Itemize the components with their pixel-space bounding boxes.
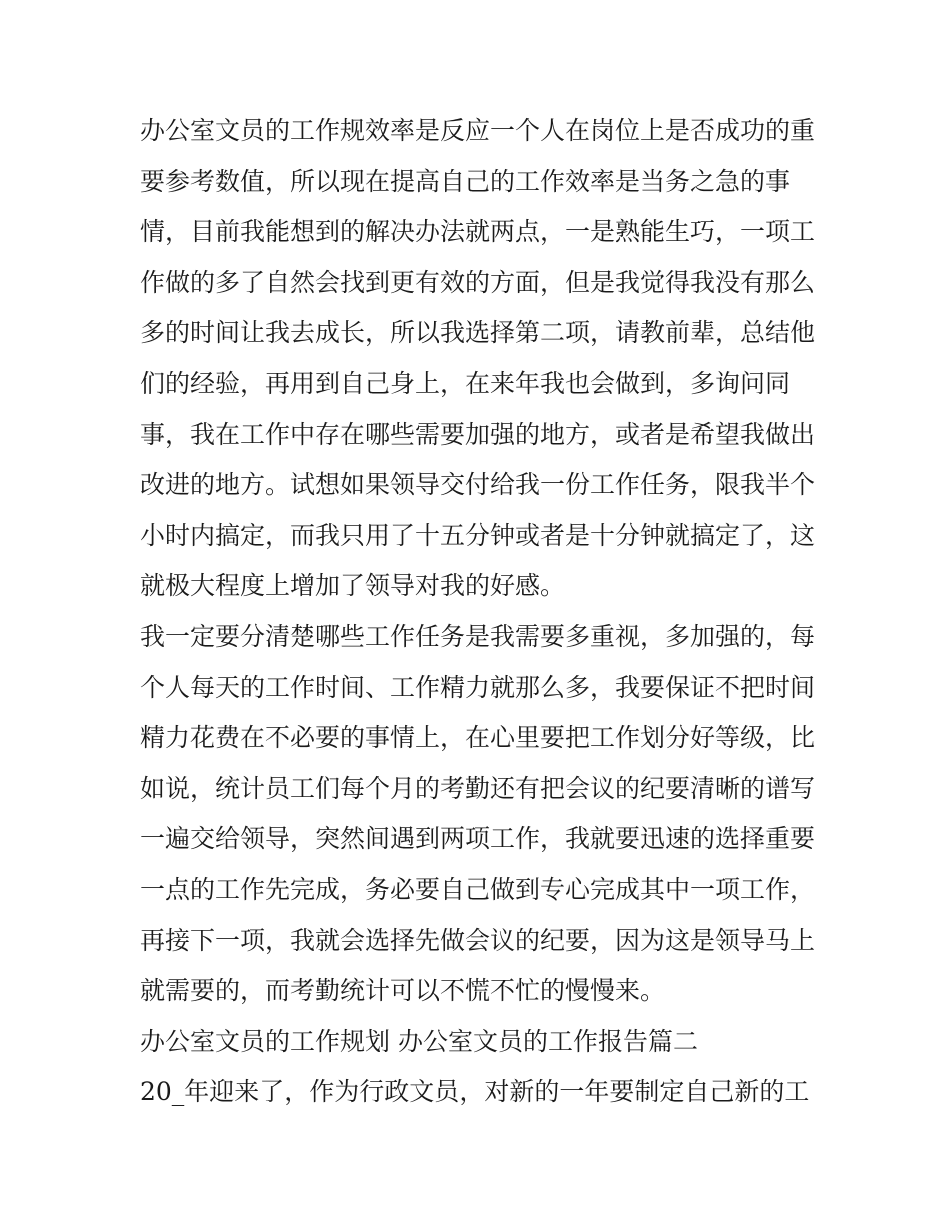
text-line: 20_年迎来了，作为行政文员，对新的一年要制定自己新的工 — [140, 1077, 810, 1107]
text-line: 一点的工作先完成，务必要自己做到专心完成其中一项工作， — [140, 874, 816, 904]
text-line: 情，目前我能想到的解决办法就两点，一是熟能生巧，一项工 — [140, 217, 816, 247]
text-line: 多的时间让我去成长，所以我选择第二项，请教前辈，总结他 — [140, 318, 816, 348]
text-line: 就需要的，而考勤统计可以不慌不忙的慢慢来。 — [140, 976, 666, 1006]
section-heading: 办公室文员的工作规划 办公室文员的工作报告篇二 — [140, 1026, 698, 1056]
document-body — [140, 106, 820, 1118]
text-line: 个人每天的工作时间、工作精力就那么多，我要保证不把时间 — [140, 672, 816, 702]
text-line: 再接下一项，我就会选择先做会议的纪要，因为这是领导马上 — [140, 925, 816, 955]
text-line: 就极大程度上增加了领导对我的好感。 — [140, 571, 566, 601]
text-line: 改进的地方。试想如果领导交付给我一份工作任务，限我半个 — [140, 470, 816, 500]
text-line: 一遍交给领导，突然间遇到两项工作，我就要迅速的选择重要 — [140, 824, 816, 854]
text-line: 精力花费在不必要的事情上，在心里要把工作划分好等级，比 — [140, 723, 816, 753]
text-line: 们的经验，再用到自己身上，在来年我也会做到，多询问同 — [140, 368, 791, 398]
text-line: 如说，统计员工们每个月的考勤还有把会议的纪要清晰的谱写 — [140, 773, 816, 803]
text-line: 事，我在工作中存在哪些需要加强的地方，或者是希望我做出 — [140, 419, 816, 449]
text-line: 要参考数值，所以现在提高自己的工作效率是当务之急的事 — [140, 166, 791, 196]
text-line: 作做的多了自然会找到更有效的方面，但是我觉得我没有那么 — [140, 267, 816, 297]
text-line: 办公室文员的工作规效率是反应一个人在岗位上是否成功的重 — [140, 116, 816, 145]
text-line: 小时内搞定，而我只用了十五分钟或者是十分钟就搞定了，这 — [140, 520, 816, 550]
text-line: 我一定要分清楚哪些工作任务是我需要多重视，多加强的，每 — [140, 621, 816, 651]
